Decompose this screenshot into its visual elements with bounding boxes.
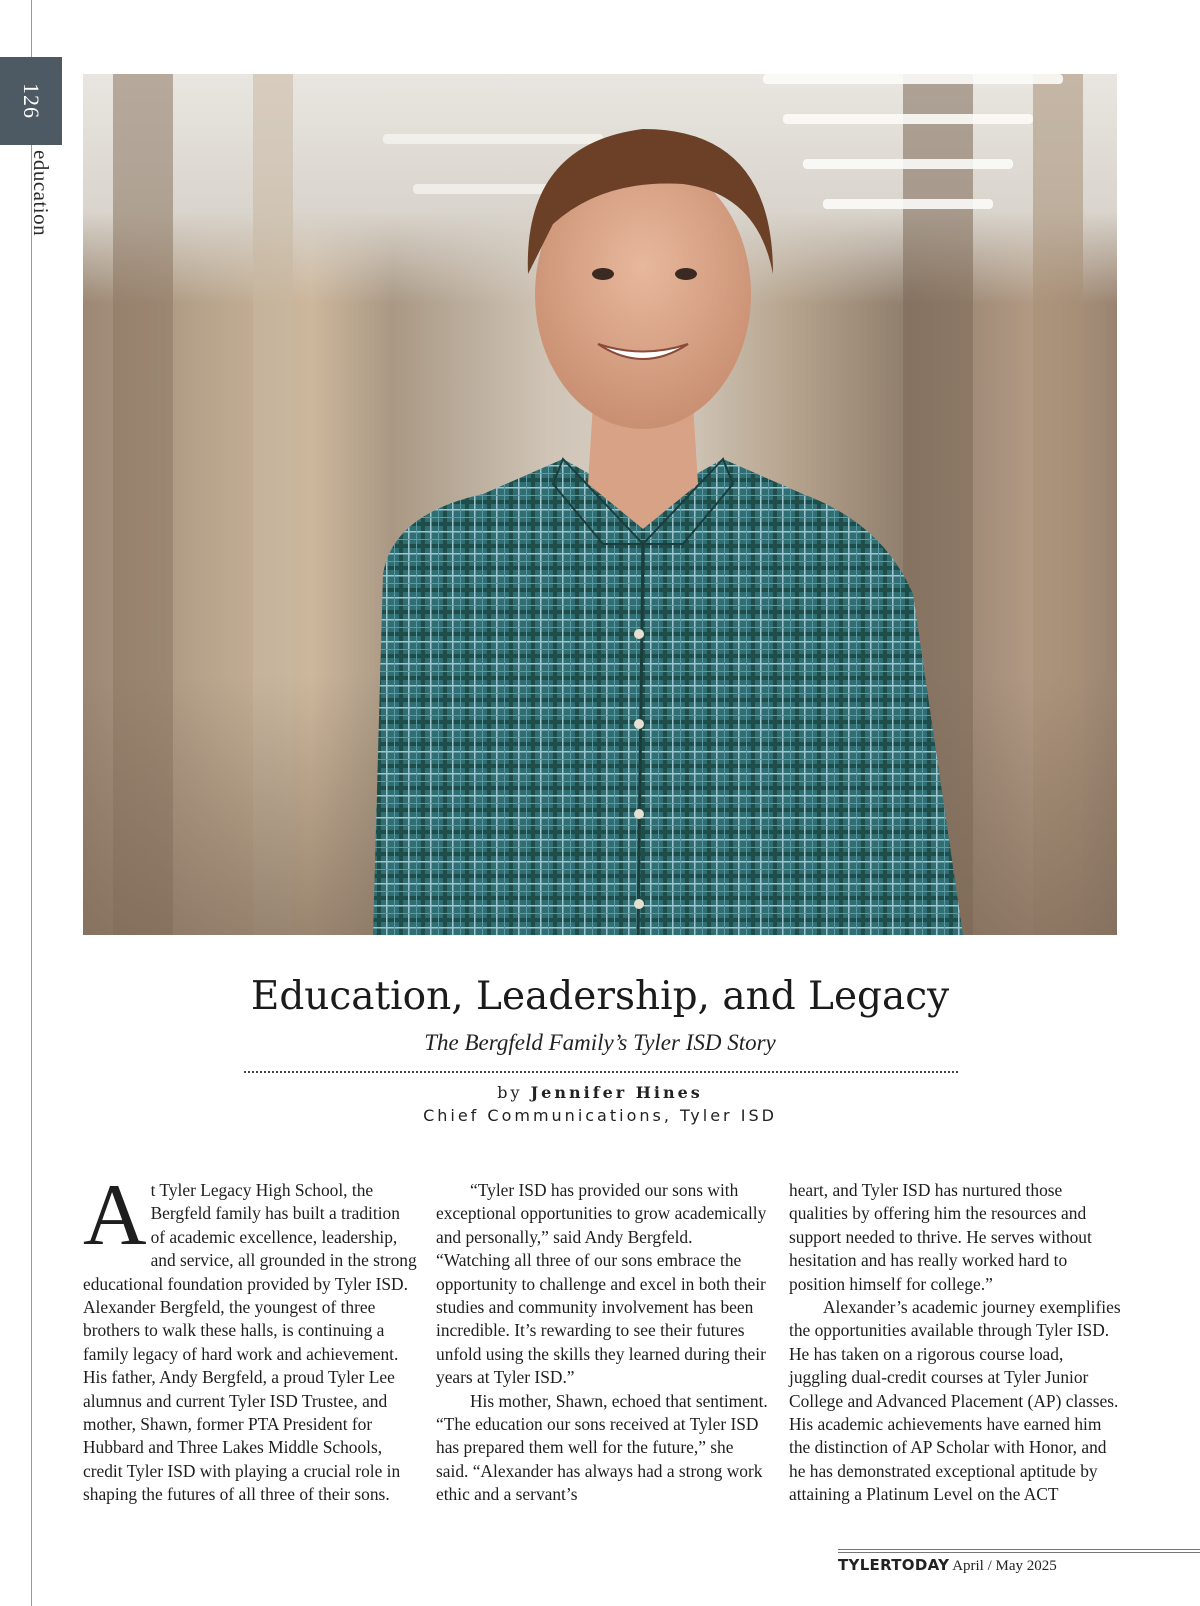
hero-photo (83, 74, 1117, 935)
paragraph: Alexander’s academic journey exemplifies the opportunities available through Tyler ISD. He has taken on a rigorous course load, juggling dual-credit courses at Tyler Junior College and Advanced Placement (AP) classes. His academic achievements have earned him the distinction of AP Scholar with Honor, and he has demonstrated exceptional aptitude by attaining a Platinum Level on the ACT (789, 1297, 1121, 1505)
byline (0, 1083, 1200, 1102)
paragraph: t Tyler Legacy High School, the Bergfeld family has built a tradition of academic excellence, leadership, and service, all grounded in the strong educational foundation provided by Tyler ISD. Alexander Bergfeld, the youngest of three brothers to walk these halls, is continuing a family legacy of hard work and achievement. His father, Andy Bergfeld, a proud Tyler Lee alumnus and current Tyler ISD Trustee, and mother, Shawn, former PTA President for Hubbard and Three Lakes Middle Schools, credit Tyler ISD with playing a crucial role in shaping the futures of all three of their sons. (83, 1180, 417, 1505)
author-name: Jennifer Hines (530, 1083, 703, 1102)
article-column-1 (83, 1167, 417, 1507)
page-number: 126 (19, 83, 44, 119)
article-column-3 (789, 1179, 1123, 1507)
paragraph: “Tyler ISD has provided our sons with exceptional opportunities to grow academically and personally,” said Andy Bergfeld. “Watching all three of our sons embrace the opportunity to challenge and excel in both their studies and community involvement has been incredible. It’s rewarding to see their futures unfold using the skills they learned during their years at Tyler ISD.” (436, 1180, 767, 1388)
footer-rule (838, 1549, 1200, 1550)
paragraph: His mother, Shawn, echoed that sentiment. “The education our sons received at Tyler ISD has prepared them well for the future,” she said. “Alexander has always had a strong work ethic and a servant’s (436, 1390, 768, 1505)
article-title: Education, Leadership, and Legacy (250, 974, 950, 1019)
footer-rule (838, 1552, 1200, 1553)
footer (838, 1556, 1057, 1575)
drop-cap: A (83, 1167, 147, 1264)
dotted-divider (244, 1071, 958, 1073)
magazine-brand: TYLERTODAY (838, 1556, 950, 1574)
page-edge-line (31, 0, 32, 1606)
article-subtitle: The Bergfeld Family’s Tyler ISD Story (424, 1030, 776, 1055)
page-number-tab (0, 57, 62, 145)
author-role: Chief Communications, Tyler ISD (423, 1106, 777, 1125)
paragraph: heart, and Tyler ISD has nurtured those qualities by offering him the resources and support needed to thrive. He serves without hesitation and has really worked hard to position himself for college.” (789, 1180, 1092, 1294)
article-column-2 (436, 1179, 770, 1507)
byline-prefix: by (497, 1083, 523, 1102)
section-label: education (29, 150, 53, 237)
issue-date: April / May 2025 (952, 1558, 1057, 1574)
student-figure (83, 74, 1117, 935)
